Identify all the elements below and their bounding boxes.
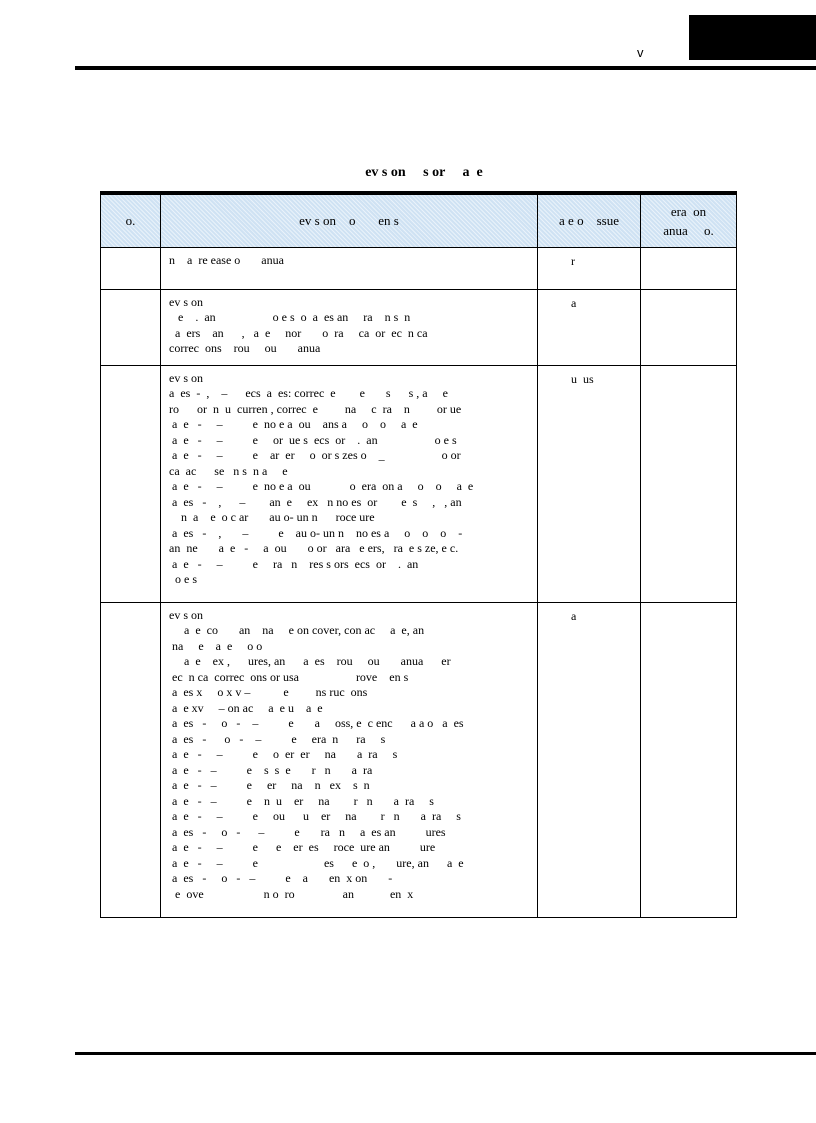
contents-line: e ove n o ro an en x — [169, 886, 414, 901]
cell-no — [101, 247, 161, 289]
table-row — [101, 602, 737, 917]
header-manual-no: era on anua o. — [641, 193, 737, 247]
contents-line: n a re ease o anua — [169, 252, 284, 267]
contents-line: a es - , – e au o- un n no es a o o o - — [169, 525, 463, 540]
revision-history-table — [100, 191, 737, 918]
cell-date — [538, 247, 641, 289]
contents-line: a es - , – an e ex n no es or e s , , an — [169, 494, 462, 509]
cell-contents — [161, 247, 538, 289]
cell-date — [538, 365, 641, 602]
contents-line: a e - – e or ue s ecs or . an o e s — [169, 432, 457, 447]
contents-line: a e - – e er na n ex s n — [169, 778, 370, 792]
cell-date — [538, 289, 641, 365]
contents-line: a e - – e e er es roce ure an ure — [169, 840, 436, 854]
header-black-tab — [689, 15, 816, 60]
contents-line: a es x o x v – e ns ruc ons — [169, 685, 368, 699]
contents-line: a es - o - – e a en x on - — [169, 871, 393, 885]
contents-line: ca ac se n s n a e — [169, 463, 288, 478]
cell-contents — [161, 602, 538, 917]
issue-date: a — [571, 295, 577, 310]
contents-line: a e - – e s s e r n a ra — [169, 762, 373, 777]
contents-line: ev s on — [169, 370, 203, 385]
header-contents: ev s on o en s — [161, 193, 538, 247]
contents-line: correc ons rou ou anua — [169, 341, 321, 355]
contents-line: a es - o - – e a oss, e c enc a a o a es — [169, 716, 464, 730]
contents-line: a e ex , ures, an a es rou ou anua er — [169, 654, 451, 668]
contents-line: a e - – e es e o , ure, an a e — [169, 855, 464, 870]
contents-line: ev s on — [169, 607, 203, 622]
header-date: a e o ssue — [538, 193, 641, 247]
contents-line: a e xv – on ac a e u a e — [169, 700, 323, 715]
contents-line: an ne a e - a ou o or ara e ers, ra e s ze, e c. — [169, 541, 459, 555]
contents-line: a es - o - – e ra n a es an ures — [169, 824, 446, 839]
contents-line: ec n ca correc ons or usa rove en s — [169, 669, 409, 684]
contents-line: a e co an na e on cover, con ac a e, an — [169, 623, 425, 637]
cell-manual-no — [641, 365, 737, 602]
contents-line: ev s on — [169, 294, 203, 309]
bottom-rule — [75, 1052, 816, 1055]
page-title: ev s on s or a e — [365, 165, 483, 180]
contents-line: a e - – e ra n res s ors ecs or . an — [169, 556, 419, 571]
table-header-row — [101, 193, 737, 247]
contents-line: a e - – e no e a ou o era on a o o a e — [169, 479, 474, 493]
cell-no — [101, 365, 161, 602]
cell-manual-no — [641, 247, 737, 289]
contents-line: a e - – e no e a ou ans a o o a e — [169, 417, 418, 431]
contents-line: a es - o - – e era n ra s — [169, 731, 386, 746]
top-rule — [75, 66, 816, 70]
issue-date: a — [571, 608, 577, 623]
contents-line: a e - – e o er er na a ra s — [169, 747, 398, 761]
cell-date — [538, 602, 641, 917]
contents-line: e . an o e s o a es an ra n s n — [169, 310, 411, 324]
contents-line: na e a e o o — [169, 638, 263, 653]
contents-line: a e - – e n u er na r n a ra s — [169, 793, 434, 808]
contents-line: o e s — [169, 572, 197, 586]
contents-line: a e - – e ou u er na r n a ra s — [169, 809, 461, 823]
cell-contents — [161, 289, 538, 365]
contents-line: a e - – e ar er o or s zes o _ o or — [169, 448, 461, 462]
contents-line: a es - , – ecs a es: correc e e s s , a e — [169, 386, 448, 400]
header-no: o. — [101, 193, 161, 247]
contents-line: n a e o c ar au o- un n roce ure — [169, 510, 375, 524]
cell-no — [101, 289, 161, 365]
contents-line: a ers an , a e nor o ra ca or ec n ca — [169, 325, 428, 340]
contents-line: ro or n u curren , correc e na c ra n or ue — [169, 401, 462, 416]
cell-contents — [161, 365, 538, 602]
table-row — [101, 365, 737, 602]
cell-no — [101, 602, 161, 917]
cell-manual-no — [641, 289, 737, 365]
header-mark: v — [637, 45, 644, 60]
table-row — [101, 247, 737, 289]
issue-date: r — [571, 253, 575, 268]
table-row — [101, 289, 737, 365]
issue-date: u us — [571, 371, 594, 386]
cell-manual-no — [641, 602, 737, 917]
